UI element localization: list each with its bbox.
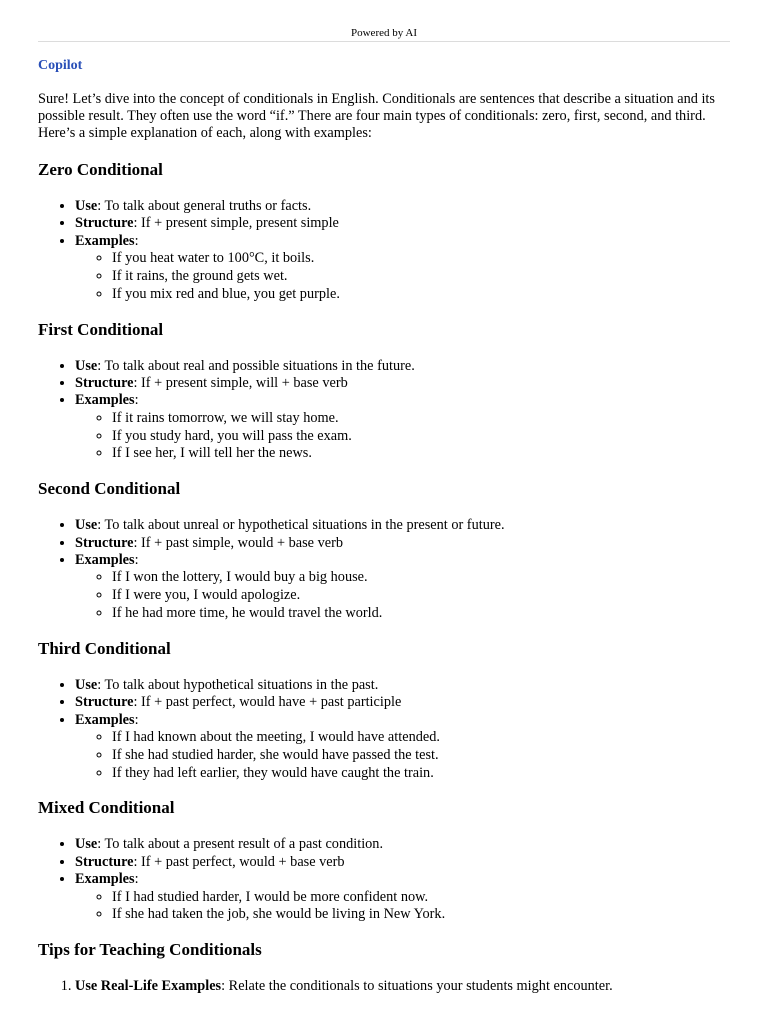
section-heading: First Conditional bbox=[38, 319, 164, 339]
section-heading: Zero Conditional bbox=[38, 160, 163, 179]
use-text: : To talk about real and possible situations in the future. bbox=[97, 357, 415, 374]
structure-label: Structure bbox=[75, 534, 134, 551]
section-tips bbox=[38, 940, 730, 995]
section-mixed-conditional bbox=[38, 798, 730, 924]
examples-list bbox=[75, 250, 730, 303]
structure-label: Structure bbox=[75, 853, 134, 870]
examples-item bbox=[75, 871, 730, 924]
section-bullets bbox=[38, 517, 730, 623]
example-item: ◦ If you mix red and blue, you get purple. bbox=[112, 286, 730, 304]
use-text: : To talk about general truths or facts. bbox=[97, 198, 312, 214]
section-zero-conditional bbox=[38, 160, 730, 304]
examples-label: Examples bbox=[75, 232, 135, 249]
section-bullets bbox=[38, 358, 730, 464]
tip-label: Use Real-Life Examples bbox=[75, 978, 222, 995]
example-item: ◦ If she had studied harder, she would have passed the test. bbox=[112, 747, 730, 765]
example-item: ◦ If it rains tomorrow, we will stay home. bbox=[112, 410, 730, 428]
section-first-conditional bbox=[38, 320, 730, 464]
structure-text: : If + present simple, will + base verb bbox=[133, 375, 348, 392]
structure-label: Structure bbox=[75, 215, 134, 232]
intro-paragraph: Sure! Let’s dive into the concept of conditionals in English. Conditionals are sentences that describe a situation and its possible result. They often use the word “if.” There are four main types of conditionals: zero, first, second, and third. Here’s a simple explanation of each, along with examples: bbox=[38, 91, 715, 141]
section-heading: Tips for Teaching Conditionals bbox=[38, 940, 262, 960]
structure-item bbox=[75, 694, 730, 711]
section-bullets bbox=[38, 198, 730, 304]
example-item: ◦ If he had more time, he would travel the world. bbox=[112, 605, 730, 623]
use-text: : To talk about unreal or hypothetical situations in the present or future. bbox=[97, 517, 505, 534]
examples-item bbox=[75, 712, 730, 783]
speaker-name: Copilot bbox=[38, 58, 83, 73]
use-item bbox=[75, 198, 730, 215]
use-label: Use bbox=[75, 676, 98, 693]
use-label: Use bbox=[75, 198, 98, 214]
example-item: ◦ If you study hard, you will pass the exam. bbox=[112, 428, 730, 446]
chat-response bbox=[38, 58, 730, 996]
structure-label: Structure bbox=[75, 375, 134, 392]
tip-item bbox=[75, 978, 730, 995]
examples-label: Examples bbox=[75, 392, 135, 409]
examples-list bbox=[75, 410, 730, 463]
example-item: ◦ If I had known about the meeting, I would have attended. bbox=[112, 729, 730, 747]
section-heading: Mixed Conditional bbox=[38, 798, 175, 818]
structure-text: : If + past perfect, would have + past participle bbox=[133, 694, 402, 711]
use-text: : To talk about hypothetical situations in the past. bbox=[97, 676, 379, 693]
use-text: : To talk about a present result of a past condition. bbox=[97, 836, 384, 853]
use-label: Use bbox=[75, 517, 98, 534]
examples-colon: : bbox=[134, 711, 139, 728]
section-heading: Second Conditional bbox=[38, 479, 181, 499]
example-item: ◦ If I were you, I would apologize. bbox=[112, 587, 730, 605]
examples-list bbox=[75, 569, 730, 622]
examples-list bbox=[75, 729, 730, 782]
use-item bbox=[75, 836, 730, 853]
section-heading: Third Conditional bbox=[38, 638, 171, 658]
powered-by-header: Powered by AI bbox=[38, 27, 730, 42]
example-item: ◦ If they had left earlier, they would have caught the train. bbox=[112, 765, 730, 783]
tips-list bbox=[38, 978, 730, 995]
section-bullets bbox=[38, 677, 730, 783]
structure-item bbox=[75, 375, 730, 392]
example-item: ◦ If you heat water to 100°C, it boils. bbox=[112, 250, 730, 268]
example-item: ◦ If I won the lottery, I would buy a big house. bbox=[112, 569, 730, 587]
examples-colon: : bbox=[134, 552, 139, 569]
section-bullets bbox=[38, 836, 730, 924]
example-item: ◦ If I had studied harder, I would be more confident now. bbox=[112, 889, 730, 907]
examples-label: Examples bbox=[75, 552, 135, 569]
structure-item bbox=[75, 535, 730, 552]
structure-item bbox=[75, 215, 730, 232]
examples-list bbox=[75, 889, 730, 925]
use-item bbox=[75, 517, 730, 534]
use-label: Use bbox=[75, 357, 98, 374]
examples-colon: : bbox=[134, 392, 139, 409]
examples-item bbox=[75, 392, 730, 463]
examples-item bbox=[75, 233, 730, 304]
example-item: ◦ If she had taken the job, she would be living in New York. bbox=[112, 906, 730, 924]
structure-text: : If + past simple, would + base verb bbox=[133, 534, 343, 551]
tip-text: : Relate the conditionals to situations your students might encounter. bbox=[221, 978, 613, 995]
structure-text: : If + present simple, present simple bbox=[133, 215, 339, 232]
example-item: ◦ If I see her, I will tell her the news. bbox=[112, 445, 730, 463]
structure-text: : If + past perfect, would + base verb bbox=[133, 853, 345, 870]
examples-label: Examples bbox=[75, 871, 135, 888]
examples-label: Examples bbox=[75, 711, 135, 728]
examples-colon: : bbox=[134, 232, 139, 249]
structure-item bbox=[75, 854, 730, 871]
use-item bbox=[75, 358, 730, 375]
examples-item bbox=[75, 552, 730, 623]
example-item: ◦ If it rains, the ground gets wet. bbox=[112, 268, 730, 286]
use-label: Use bbox=[75, 836, 98, 853]
section-second-conditional bbox=[38, 479, 730, 623]
section-third-conditional bbox=[38, 639, 730, 783]
use-item bbox=[75, 677, 730, 694]
structure-label: Structure bbox=[75, 694, 134, 711]
examples-colon: : bbox=[134, 871, 139, 888]
